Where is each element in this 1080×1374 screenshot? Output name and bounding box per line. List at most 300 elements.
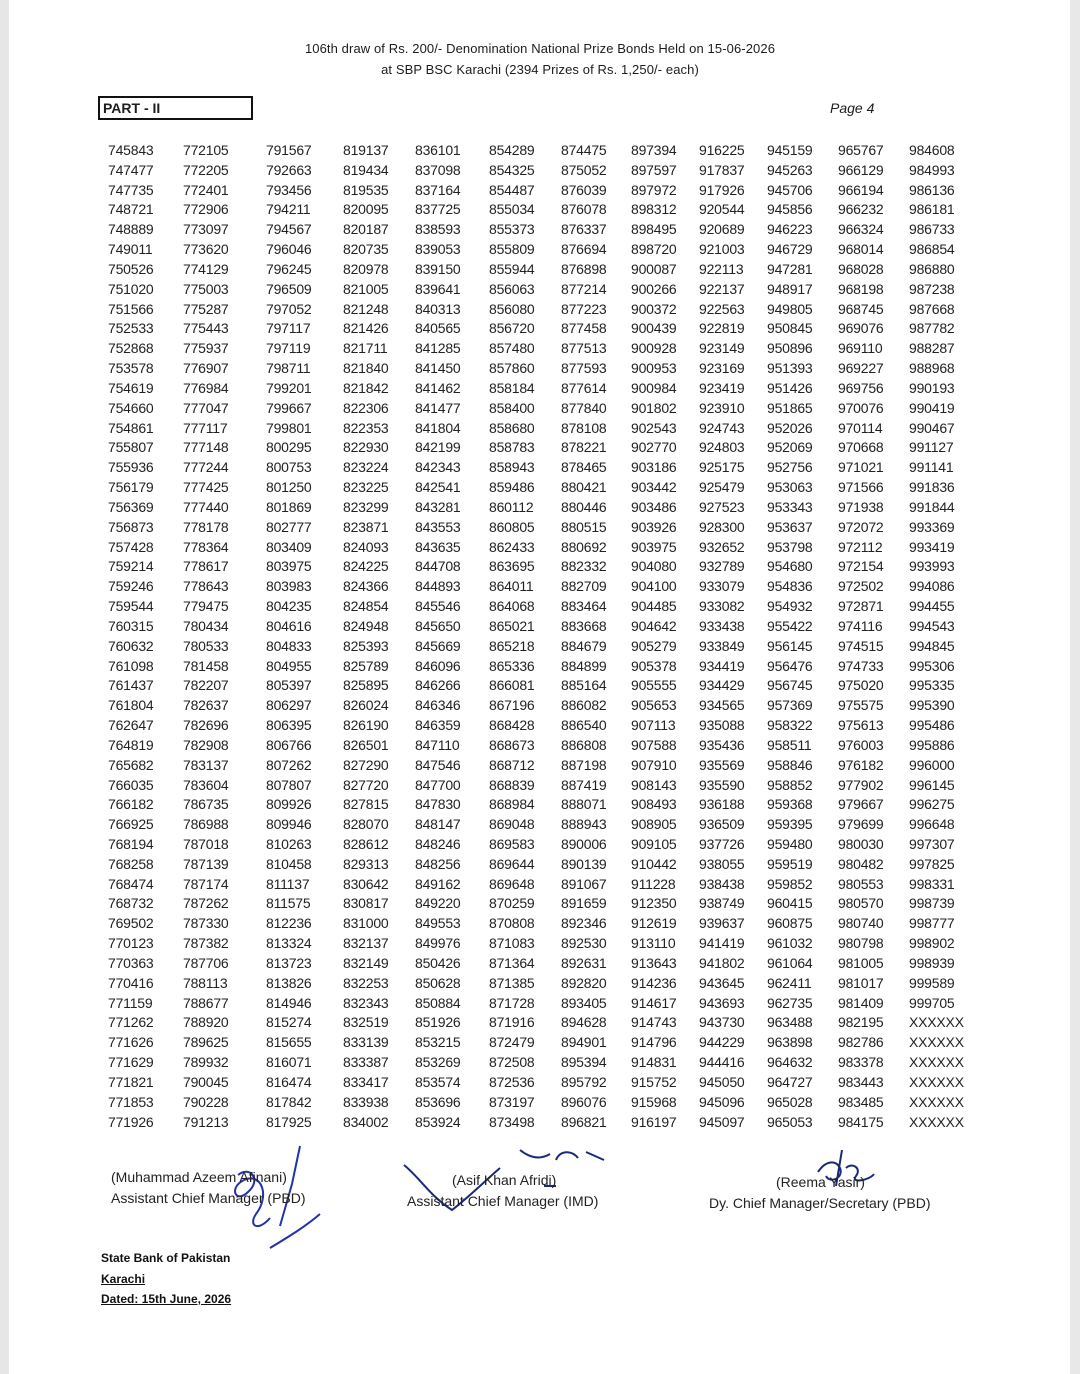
bond-number: 844893 xyxy=(415,578,461,595)
page-shadow-left xyxy=(0,0,9,1374)
bond-number: 864068 xyxy=(489,598,535,615)
bond-number: 832253 xyxy=(343,974,389,991)
number-column-2 xyxy=(183,141,229,1132)
bond-number: 764819 xyxy=(108,736,154,753)
bond-number: 862433 xyxy=(489,538,535,555)
bond-number: 777148 xyxy=(183,439,229,456)
bond-number: 875052 xyxy=(561,161,607,178)
bond-number: 972072 xyxy=(838,518,884,535)
bond-number: 925479 xyxy=(699,479,745,496)
bond-number: 897597 xyxy=(631,161,677,178)
bond-number: 877593 xyxy=(561,360,607,377)
bond-number: 772105 xyxy=(183,142,229,158)
bond-number: 923419 xyxy=(699,379,745,396)
bond-number: 945096 xyxy=(699,1093,745,1110)
bond-number: 863695 xyxy=(489,558,535,575)
bond-number: 841285 xyxy=(415,340,461,357)
bond-number: 777117 xyxy=(183,419,228,436)
bond-number: 908143 xyxy=(631,776,677,793)
bond-number: 964727 xyxy=(767,1073,813,1090)
bond-number: 968745 xyxy=(838,300,884,317)
bond-number: 823871 xyxy=(343,518,389,535)
bond-number: 911228 xyxy=(631,875,676,892)
bond-number: 842343 xyxy=(415,459,461,476)
bond-number: 941802 xyxy=(699,954,745,971)
bond-number: 865336 xyxy=(489,657,535,674)
bond-number: 841477 xyxy=(415,399,461,416)
bond-number: 882709 xyxy=(561,578,607,595)
signatory-2-title: Assistant Chief Manager (IMD) xyxy=(407,1193,599,1209)
bond-number: 749011 xyxy=(108,241,153,258)
bond-number: 961064 xyxy=(767,954,813,971)
bond-number: 751566 xyxy=(108,300,154,317)
bond-number: 780434 xyxy=(183,617,229,634)
bond-number: 922113 xyxy=(699,260,744,277)
bond-number: 914796 xyxy=(631,1034,677,1051)
bond-number: 991836 xyxy=(909,479,955,496)
bond-number: 794211 xyxy=(266,201,311,218)
bond-number: 922137 xyxy=(699,280,745,297)
bond-number: 777047 xyxy=(183,399,229,416)
bond-number: 888943 xyxy=(561,816,607,833)
bond-number: 895792 xyxy=(561,1073,607,1090)
bond-number: 781458 xyxy=(183,657,229,674)
bond-number: 777425 xyxy=(183,479,229,496)
bond-number: 970668 xyxy=(838,439,884,456)
bond-number: 996000 xyxy=(909,756,955,773)
bond-number: 884899 xyxy=(561,657,607,674)
bond-number: 770363 xyxy=(108,954,154,971)
bond-number: 904642 xyxy=(631,617,677,634)
bond-number: 811575 xyxy=(266,895,311,912)
bond-number: 820735 xyxy=(343,241,389,258)
bond-number: 810458 xyxy=(266,855,312,872)
bond-number: 880692 xyxy=(561,538,607,555)
bond-number: 954836 xyxy=(767,578,813,595)
bond-number: 951865 xyxy=(767,399,813,416)
bond-number: 972154 xyxy=(838,558,884,575)
bond-number: 935590 xyxy=(699,776,745,793)
bond-number: 820978 xyxy=(343,260,389,277)
bond-number: 907910 xyxy=(631,756,677,773)
bond-number: 783137 xyxy=(183,756,229,773)
bond-number: XXXXXX xyxy=(909,1073,964,1090)
bond-number: 778178 xyxy=(183,518,229,535)
bond-number: 858783 xyxy=(489,439,535,456)
bond-number: 904485 xyxy=(631,598,677,615)
bond-number: XXXXXX xyxy=(909,1014,964,1031)
number-column-11 xyxy=(838,141,884,1132)
bond-number: 847546 xyxy=(415,756,461,773)
bond-number: 944229 xyxy=(699,1034,745,1051)
bond-number: 963898 xyxy=(767,1034,813,1051)
number-column-10 xyxy=(767,141,813,1132)
bond-number: 847700 xyxy=(415,776,461,793)
bond-number: 892530 xyxy=(561,935,607,952)
bond-number: 841462 xyxy=(415,379,461,396)
bond-number: 791213 xyxy=(183,1113,229,1130)
bond-number: 775443 xyxy=(183,320,229,337)
bond-number: 830817 xyxy=(343,895,389,912)
bond-number: 860805 xyxy=(489,518,535,535)
bond-number: 846346 xyxy=(415,697,461,714)
bond-number: 761804 xyxy=(108,697,154,714)
bond-number: 813324 xyxy=(266,935,312,952)
bond-number: 775287 xyxy=(183,300,229,317)
bond-number: 986733 xyxy=(909,221,955,238)
bond-number: 971021 xyxy=(838,459,884,476)
bond-number: 769502 xyxy=(108,915,154,932)
number-column-3 xyxy=(266,141,312,1132)
footer-organization: State Bank of Pakistan xyxy=(101,1251,231,1265)
bond-number: 946223 xyxy=(767,221,813,238)
bond-number: 846266 xyxy=(415,677,461,694)
bond-number: 980740 xyxy=(838,915,884,932)
bond-number: 998331 xyxy=(909,875,955,892)
bond-number: 855809 xyxy=(489,241,535,258)
bond-number: 912350 xyxy=(631,895,677,912)
bond-number: 963488 xyxy=(767,1014,813,1031)
bond-number: 915968 xyxy=(631,1093,677,1110)
bond-number: 892631 xyxy=(561,954,607,971)
bond-number: 807262 xyxy=(266,756,312,773)
bond-number: 952756 xyxy=(767,459,813,476)
bond-number: 998777 xyxy=(909,915,955,932)
bond-number: 821840 xyxy=(343,360,389,377)
bond-number: 806395 xyxy=(266,717,312,734)
header-title: 106th draw of Rs. 200/- Denomination National Prize Bonds Held on 15-06-2026 xyxy=(304,41,776,56)
page-shadow-right xyxy=(1070,0,1080,1374)
bond-number: 917837 xyxy=(699,161,745,178)
bond-number: 752533 xyxy=(108,320,154,337)
bond-number: 853574 xyxy=(415,1073,461,1090)
bond-number: 859486 xyxy=(489,479,535,496)
bond-number: 981005 xyxy=(838,954,884,971)
bond-number: 880446 xyxy=(561,498,607,515)
bond-number: 934565 xyxy=(699,697,745,714)
bond-number: 993419 xyxy=(909,538,955,555)
bond-number: 803409 xyxy=(266,538,312,555)
bond-number: 984993 xyxy=(909,161,955,178)
bond-number: 932789 xyxy=(699,558,745,575)
bond-number: 822306 xyxy=(343,399,389,416)
bond-number: 950896 xyxy=(767,340,813,357)
bond-number: 943645 xyxy=(699,974,745,991)
bond-number: 828612 xyxy=(343,835,389,852)
bond-number: 950845 xyxy=(767,320,813,337)
bond-number: 986880 xyxy=(909,260,955,277)
bond-number: 851926 xyxy=(415,1014,461,1031)
bond-number: 916225 xyxy=(699,142,745,158)
bond-number: 809946 xyxy=(266,816,312,833)
bond-number: 871364 xyxy=(489,954,535,971)
bond-number: 787330 xyxy=(183,915,229,932)
bond-number: 990467 xyxy=(909,419,955,436)
bond-number: 872536 xyxy=(489,1073,535,1090)
bond-number: 827720 xyxy=(343,776,389,793)
bond-number: 903442 xyxy=(631,479,677,496)
bond-number: 858943 xyxy=(489,459,535,476)
bond-number: 900266 xyxy=(631,280,677,297)
bond-number: 819137 xyxy=(343,142,389,158)
bond-number: 809926 xyxy=(266,796,312,813)
bond-number: 828070 xyxy=(343,816,389,833)
bond-number: 782908 xyxy=(183,736,229,753)
bond-number: 905279 xyxy=(631,637,677,654)
bond-number: 966232 xyxy=(838,201,884,218)
bond-number: 876039 xyxy=(561,181,607,198)
bond-number: 782696 xyxy=(183,717,229,734)
bond-number: 798711 xyxy=(266,360,311,377)
bond-number: 932652 xyxy=(699,538,745,555)
bond-number: 991844 xyxy=(909,498,955,515)
bond-number: XXXXXX xyxy=(909,1034,964,1051)
bond-number: 754619 xyxy=(108,379,154,396)
bond-number: 995306 xyxy=(909,657,955,674)
bond-number: 908905 xyxy=(631,816,677,833)
bond-number: 803983 xyxy=(266,578,312,595)
bond-number: 999705 xyxy=(909,994,955,1011)
bond-number: 982786 xyxy=(838,1034,884,1051)
bond-number: 886808 xyxy=(561,736,607,753)
bond-number: 839053 xyxy=(415,241,461,258)
bond-number: 912619 xyxy=(631,915,677,932)
bond-number: 974116 xyxy=(838,617,883,634)
bond-number: 959368 xyxy=(767,796,813,813)
bond-number: 777244 xyxy=(183,459,229,476)
bond-number: 921003 xyxy=(699,241,745,258)
bond-number: 924743 xyxy=(699,419,745,436)
bond-number: 957369 xyxy=(767,697,813,714)
bond-number: 824366 xyxy=(343,578,389,595)
bond-number: 944416 xyxy=(699,1054,745,1071)
bond-number: 787139 xyxy=(183,855,229,872)
bond-number: 755936 xyxy=(108,459,154,476)
bond-number: 976003 xyxy=(838,736,884,753)
bond-number: 891659 xyxy=(561,895,607,912)
bond-number: XXXXXX xyxy=(909,1093,964,1110)
bond-number: 924803 xyxy=(699,439,745,456)
bond-number: 856720 xyxy=(489,320,535,337)
bond-number: 933079 xyxy=(699,578,745,595)
bond-number: 995390 xyxy=(909,697,955,714)
bond-number: 986854 xyxy=(909,241,955,258)
bond-number: 997825 xyxy=(909,855,955,872)
bond-number: 873498 xyxy=(489,1113,535,1130)
bond-number: 903926 xyxy=(631,518,677,535)
bond-number: 925175 xyxy=(699,459,745,476)
bond-number: 887198 xyxy=(561,756,607,773)
bond-number: 958322 xyxy=(767,717,813,734)
number-column-5 xyxy=(415,141,461,1132)
bond-number: 988287 xyxy=(909,340,955,357)
bond-number: 878221 xyxy=(561,439,607,456)
bond-number: 804833 xyxy=(266,637,312,654)
bond-number: 826024 xyxy=(343,697,389,714)
bond-number: 952026 xyxy=(767,419,813,436)
bond-number: 833139 xyxy=(343,1034,389,1051)
number-column-8 xyxy=(631,141,677,1132)
bond-number: 776907 xyxy=(183,360,229,377)
bond-number: 868712 xyxy=(489,756,535,773)
bond-number: 915752 xyxy=(631,1073,677,1090)
bond-number: 783604 xyxy=(183,776,229,793)
bond-number: 778617 xyxy=(183,558,229,575)
bond-number: 766925 xyxy=(108,816,154,833)
bond-number: 766182 xyxy=(108,796,154,813)
bond-number: 884679 xyxy=(561,637,607,654)
bond-number: 914236 xyxy=(631,974,677,991)
bond-number: 949805 xyxy=(767,300,813,317)
bond-number: 923910 xyxy=(699,399,745,416)
bond-number: 771626 xyxy=(108,1034,154,1051)
bond-number: 938749 xyxy=(699,895,745,912)
bond-number: 975613 xyxy=(838,717,884,734)
bond-number: 986136 xyxy=(909,181,955,198)
bond-number: 761098 xyxy=(108,657,154,674)
bond-number: 994845 xyxy=(909,637,955,654)
bond-number: 896821 xyxy=(561,1113,607,1130)
bond-number: 790228 xyxy=(183,1093,229,1110)
bond-number: 789625 xyxy=(183,1034,229,1051)
bond-number: 815274 xyxy=(266,1014,312,1031)
bond-number: 878108 xyxy=(561,419,607,436)
bond-number: 945097 xyxy=(699,1113,745,1130)
bond-number: 876694 xyxy=(561,241,607,258)
bond-number: 813826 xyxy=(266,974,312,991)
bond-number: 790045 xyxy=(183,1073,229,1090)
bond-number: 972112 xyxy=(838,538,883,555)
bond-number: 986181 xyxy=(909,201,955,218)
bond-number: 825789 xyxy=(343,657,389,674)
bond-number: 856063 xyxy=(489,280,535,297)
bond-number: 872508 xyxy=(489,1054,535,1071)
bond-number: 894901 xyxy=(561,1034,607,1051)
bond-number: 900984 xyxy=(631,379,677,396)
bond-number: 892346 xyxy=(561,915,607,932)
bond-number: 845669 xyxy=(415,637,461,654)
bond-number: 994543 xyxy=(909,617,955,634)
bond-number: 868673 xyxy=(489,736,535,753)
bond-number: 771853 xyxy=(108,1093,154,1110)
bond-number: 971566 xyxy=(838,479,884,496)
bond-number: 945050 xyxy=(699,1073,745,1090)
bond-number: 837725 xyxy=(415,201,461,218)
bond-number: 885164 xyxy=(561,677,607,694)
bond-number: 880515 xyxy=(561,518,607,535)
bond-number: 827815 xyxy=(343,796,389,813)
bond-number: 793456 xyxy=(266,181,312,198)
bond-number: 829313 xyxy=(343,855,389,872)
bond-number: 980798 xyxy=(838,935,884,952)
bond-number: 876898 xyxy=(561,260,607,277)
bond-number: 902543 xyxy=(631,419,677,436)
bond-number: 816071 xyxy=(266,1054,312,1071)
bond-number: 964632 xyxy=(767,1054,813,1071)
bond-number: 771926 xyxy=(108,1113,154,1130)
bond-number: 823299 xyxy=(343,498,389,515)
bond-number: 748721 xyxy=(108,201,154,218)
bond-number: 827290 xyxy=(343,756,389,773)
header-subtitle: at SBP BSC Karachi (2394 Prizes of Rs. 1,250/- each) xyxy=(381,62,699,77)
bond-number: 768732 xyxy=(108,895,154,912)
bond-number: 777440 xyxy=(183,498,229,515)
bond-number: 842541 xyxy=(415,479,461,496)
bond-number: 946729 xyxy=(767,241,813,258)
bond-number: 962735 xyxy=(767,994,813,1011)
bond-number: 993369 xyxy=(909,518,955,535)
bond-number: 914743 xyxy=(631,1014,677,1031)
bond-number: 872479 xyxy=(489,1034,535,1051)
bond-number: 996145 xyxy=(909,776,955,793)
bond-number: 937726 xyxy=(699,835,745,852)
bond-number: 824948 xyxy=(343,617,389,634)
bond-number: 900928 xyxy=(631,340,677,357)
bond-number: 799201 xyxy=(266,379,312,396)
bond-number: 814946 xyxy=(266,994,312,1011)
bond-number: 965028 xyxy=(767,1093,813,1110)
bond-number: 757428 xyxy=(108,538,154,555)
bond-number: 959480 xyxy=(767,835,813,852)
bond-number: 960415 xyxy=(767,895,813,912)
bond-number: 979667 xyxy=(838,796,884,813)
bond-number: 893405 xyxy=(561,994,607,1011)
bond-number: 832519 xyxy=(343,1014,389,1031)
bond-number: 779475 xyxy=(183,598,229,615)
bond-number: 972871 xyxy=(838,598,884,615)
bond-number: 998939 xyxy=(909,954,955,971)
bond-number: 850426 xyxy=(415,954,461,971)
footer-date: Dated: 15th June, 2026 xyxy=(101,1292,232,1306)
bond-number: 838593 xyxy=(415,221,461,238)
bond-number: 821005 xyxy=(343,280,389,297)
bond-number: 975575 xyxy=(838,697,884,714)
bond-number: 877840 xyxy=(561,399,607,416)
bond-number: 778643 xyxy=(183,578,229,595)
bond-number: 979699 xyxy=(838,816,884,833)
bond-number: 811137 xyxy=(266,875,310,892)
bond-number: 938438 xyxy=(699,875,745,892)
bond-number: 766035 xyxy=(108,776,154,793)
bond-number: 896076 xyxy=(561,1093,607,1110)
bond-number: 958511 xyxy=(767,736,812,753)
bond-number: 933438 xyxy=(699,617,745,634)
bond-number: 968028 xyxy=(838,260,884,277)
bond-number: 938055 xyxy=(699,855,745,872)
bond-number: 804235 xyxy=(266,598,312,615)
bond-number: 877513 xyxy=(561,340,607,357)
bond-number: 890139 xyxy=(561,855,607,872)
bond-number: 801250 xyxy=(266,479,312,496)
bond-number: 871916 xyxy=(489,1014,535,1031)
bond-number: 855373 xyxy=(489,221,535,238)
bond-number: 928300 xyxy=(699,518,745,535)
bond-number: 877614 xyxy=(561,379,607,396)
bond-number: 789932 xyxy=(183,1054,229,1071)
bond-number: 903186 xyxy=(631,459,677,476)
bond-number: 796509 xyxy=(266,280,312,297)
bond-number: 754861 xyxy=(108,419,154,436)
bond-number: 787382 xyxy=(183,935,229,952)
bond-number: 994086 xyxy=(909,578,955,595)
bond-number: 787018 xyxy=(183,835,229,852)
bond-number: 846359 xyxy=(415,717,461,734)
bond-number: 820187 xyxy=(343,221,389,238)
bond-number: 984175 xyxy=(838,1113,884,1130)
bond-number: 771821 xyxy=(108,1073,154,1090)
bond-number: 900372 xyxy=(631,300,677,317)
bond-number: 941419 xyxy=(699,935,745,952)
